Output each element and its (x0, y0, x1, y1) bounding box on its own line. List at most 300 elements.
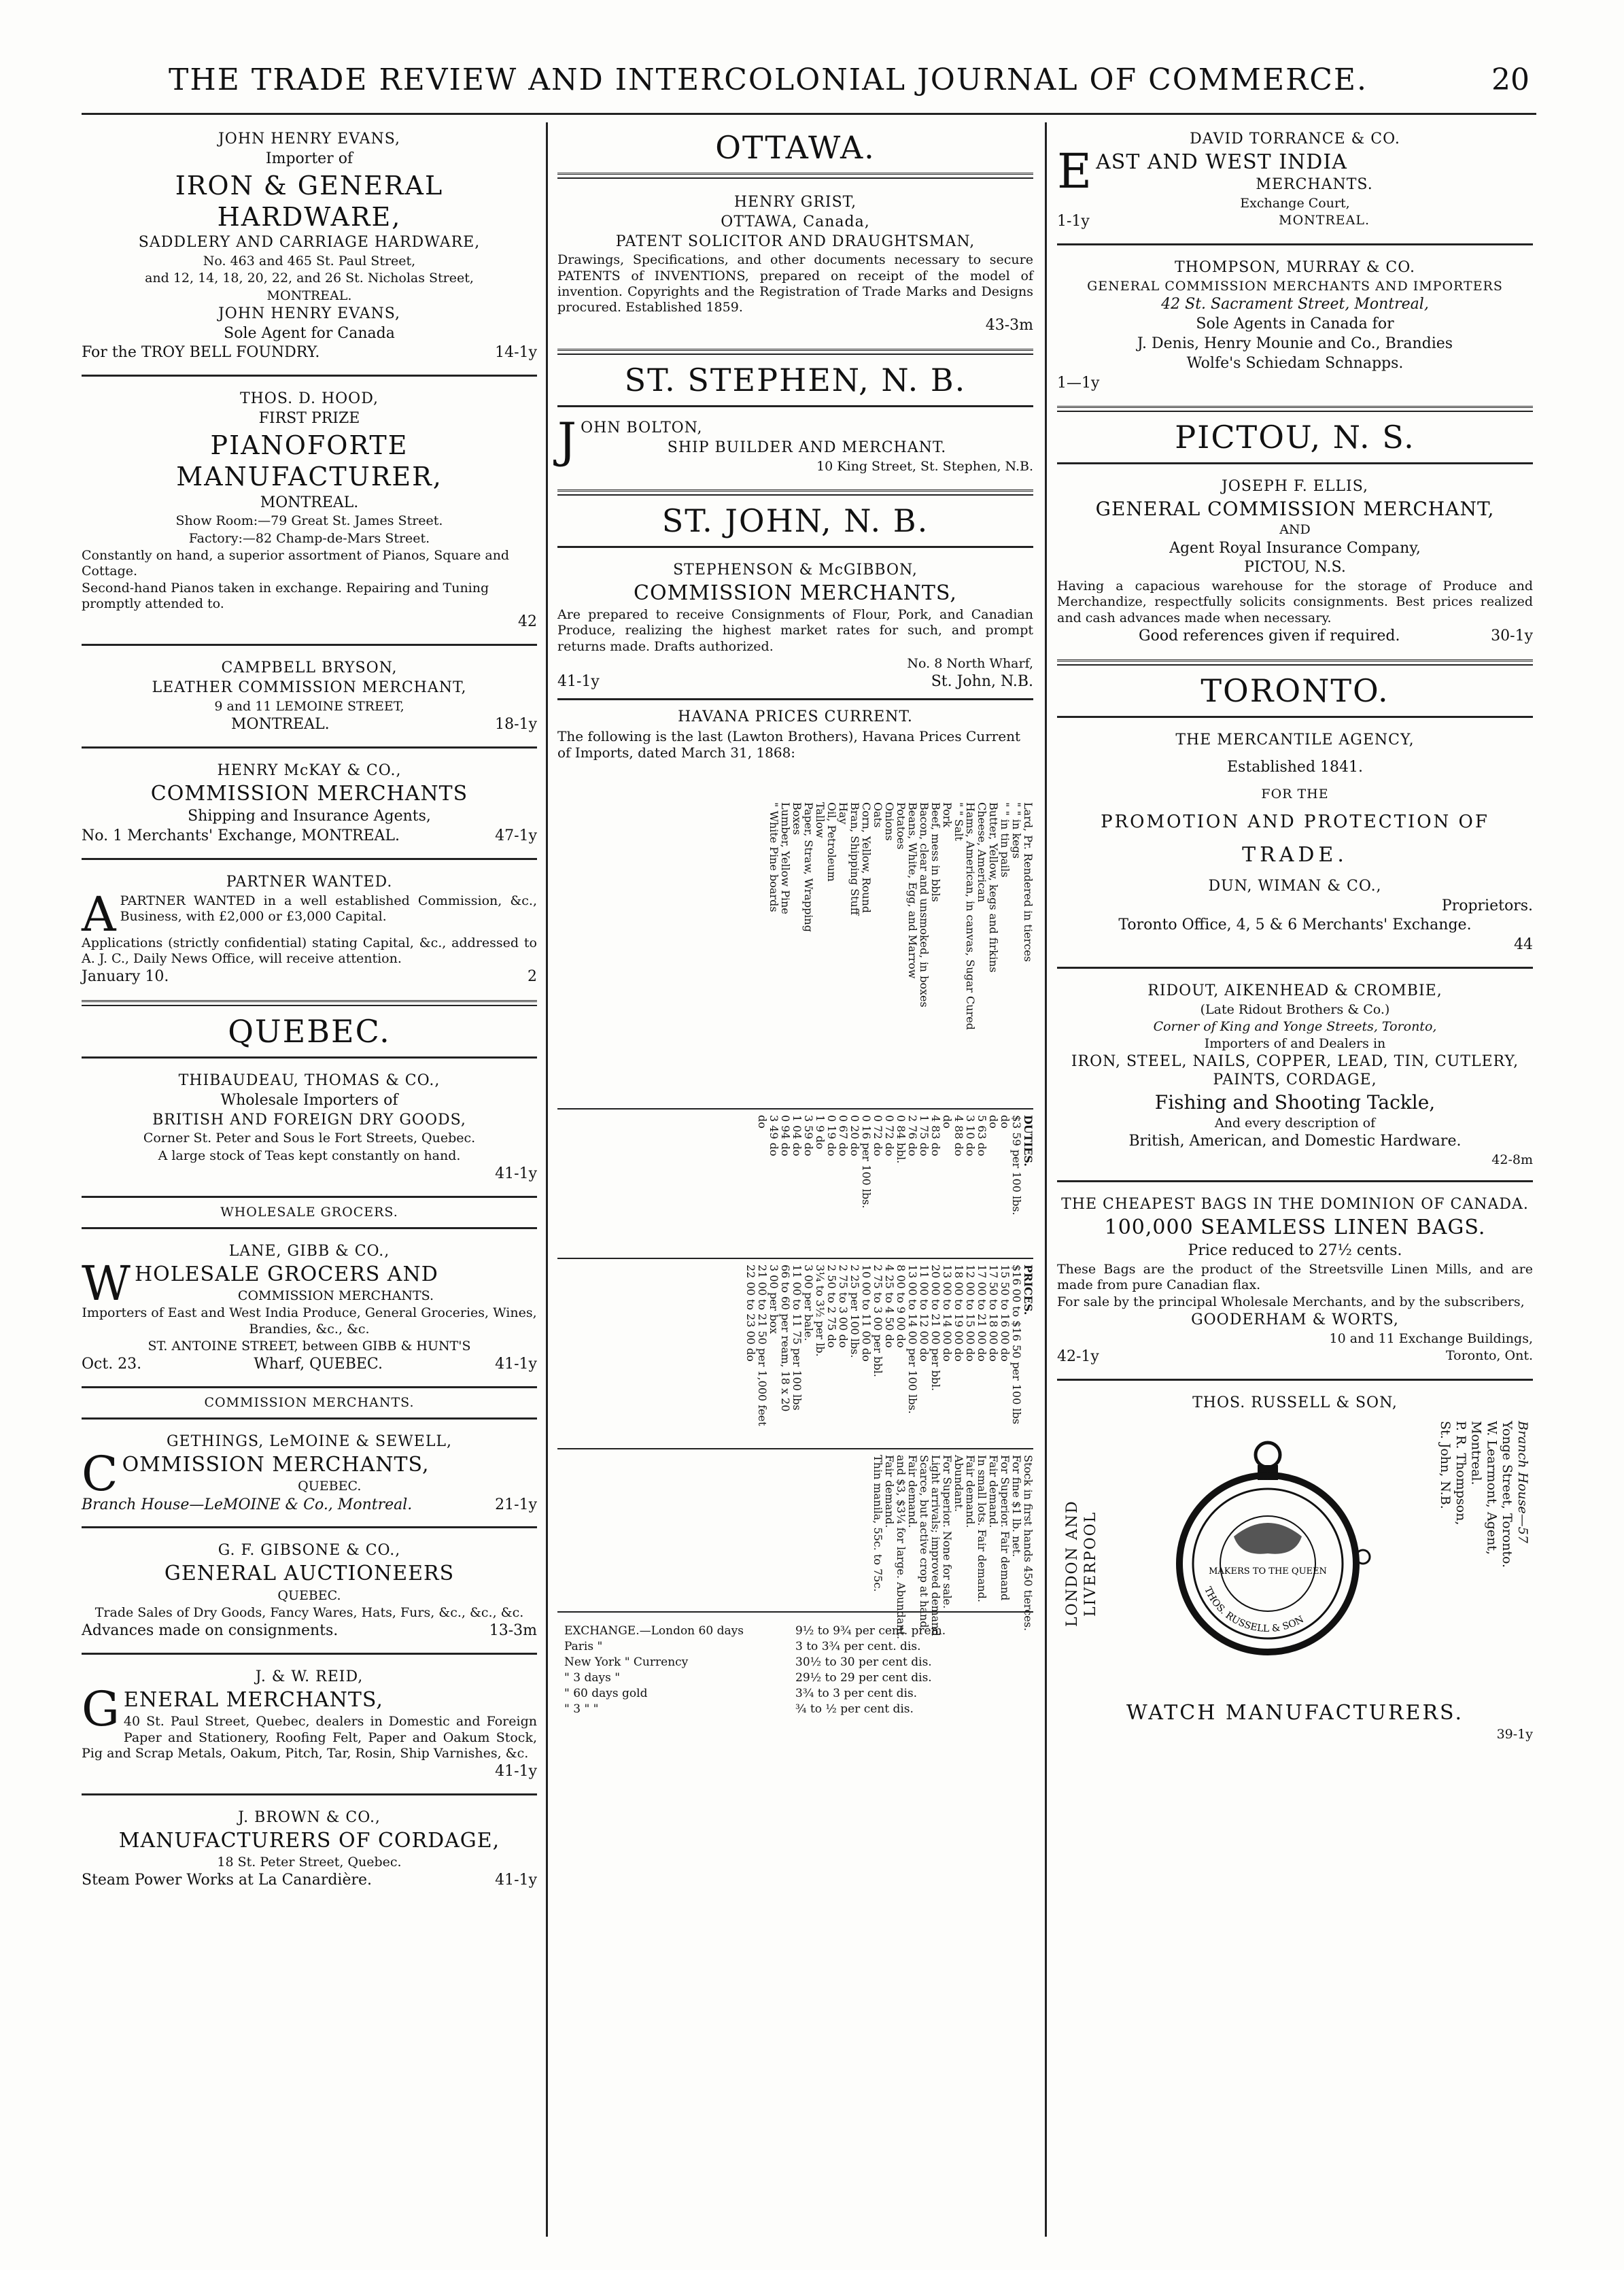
duty-value: 2 76 do (906, 1114, 919, 1156)
ad-mercantile-agency (1057, 723, 1533, 961)
ad-text: Wolfe's Schiedam Schnapps. (1186, 354, 1404, 372)
ad-code: 14-1y (495, 344, 537, 362)
ad-headline: WATCH MANUFACTURERS. (1126, 1700, 1464, 1725)
ad-headline: TRADE. (1242, 843, 1348, 867)
ad-headline: OMMISSION MERCHANTS, (122, 1452, 430, 1477)
ad-name: HENRY GRIST, (733, 194, 857, 211)
watch-side-text-right (1401, 1421, 1530, 1686)
ad-text: Toronto, Ont. (1445, 1348, 1533, 1364)
header-rule (82, 113, 1536, 115)
watch-illustration-area (1057, 1414, 1533, 1700)
exchange-rate: ¾ to ½ per cent dis. (795, 1702, 914, 1716)
exchange-rate: 3 to 3¾ per cent. dis. (795, 1639, 921, 1653)
ad-code: 1-1y (1057, 213, 1090, 230)
ad-bags (1057, 1188, 1533, 1373)
commodity-item: Oats (871, 802, 884, 828)
remark-value: Scarce, but active crop at hand. (918, 1454, 931, 1632)
duty-value: 1 9 do (814, 1114, 827, 1150)
divider (1057, 243, 1533, 245)
drop-cap: C (82, 1445, 118, 1502)
section-heading-commission: COMMISSION MERCHANTS. (204, 1394, 415, 1410)
ad-code: 43-3m (985, 317, 1033, 334)
price-value: 17 00 to 21 00 do (975, 1264, 988, 1362)
ad-text: Trade Sales of Dry Goods, Fancy Wares, Hats, Furs, &c., &c., &c. (94, 1604, 524, 1620)
watch-ring-text: THOS. RUSSELL & SON (1202, 1585, 1306, 1634)
ad-headline: IRON & GENERAL HARDWARE, (175, 170, 444, 233)
drop-cap: G (82, 1681, 120, 1737)
ad-text: Wholesale Importers of (220, 1091, 398, 1109)
commodity-item: Bacon, clear and unsmoked, in boxes (918, 802, 931, 1008)
commodity-item: Lumber, Yellow Pine (779, 802, 792, 914)
price-value: 2 25 per 100 lbs. (848, 1264, 861, 1358)
ad-text: 18 St. Peter Street, Quebec. (217, 1855, 402, 1870)
ad-text: (Late Ridout Brothers & Co.) (1200, 1001, 1390, 1017)
ad-text: MERCHANTS. (1256, 176, 1373, 194)
items-column (767, 802, 1033, 1030)
divider (557, 405, 1033, 407)
exchange-row (564, 1671, 1026, 1685)
ad-name: PARTNER WANTED. (226, 874, 393, 891)
ad-headline: PROMOTION AND PROTECTION OF (1101, 812, 1489, 833)
price-value: $16 00 to $16 50 per 100 lbs (1010, 1264, 1023, 1424)
divider (82, 1793, 537, 1795)
ad-text: For the TROY BELL FOUNDRY. (82, 344, 320, 362)
table-title: HAVANA PRICES CURRENT. (678, 708, 913, 725)
ad-headline: ENERAL MERCHANTS, (123, 1687, 383, 1712)
exchange-label: " 3 days " (564, 1670, 621, 1685)
ad-code: 41-1y (495, 1165, 537, 1182)
ad-text: St. John, N.B. (1438, 1420, 1453, 1509)
ad-gethings (82, 1425, 537, 1521)
ad-text: Applications (strictly confidential) stating Capital, &c., addressed to A. J. C., Daily News Office, will receive attention. (82, 935, 537, 966)
ad-headline: GENERAL COMMISSION MERCHANT, (1095, 498, 1495, 521)
exchange-row (564, 1640, 1026, 1653)
ad-headline: 100,000 SEAMLESS LINEN BAGS. (1104, 1216, 1486, 1240)
price-value: 8 00 to 9 00 do (895, 1264, 908, 1348)
divider (557, 546, 1033, 548)
ad-text: Sole Agents in Canada for (1196, 315, 1394, 333)
ad-text: PICTOU, N.S. (1244, 559, 1346, 577)
ad-code: 41-1y (495, 1762, 537, 1780)
price-value: 13 00 to 14 00 do (941, 1264, 954, 1362)
column-rule-2 (1045, 122, 1047, 2237)
ad-text: Having a capacious warehouse for the storage of Produce and Merchandize, respectfully solicits consignments. Best prices realized and cash advances made when necessary. (1057, 579, 1533, 625)
duty-value: 3 49 do (767, 1114, 780, 1156)
divider (82, 746, 537, 749)
ad-headline: HOLESALE GROCERS AND (134, 1262, 438, 1286)
divider (82, 1056, 537, 1059)
ad-text: Factory:—82 Champ-de-Mars Street. (188, 530, 430, 546)
ad-text: QUEBEC. (298, 1479, 362, 1494)
ad-name: THOS. D. HOOD, (239, 390, 379, 408)
ad-text: Montreal. (1468, 1420, 1484, 1485)
commodity-item: Lard, Pr. Rendered in tierces (1022, 802, 1035, 962)
drop-cap: J (557, 413, 577, 468)
price-value: 3¼ to 3½ per lb. (814, 1264, 827, 1357)
remark-value: Light arrivals; improved demand (929, 1454, 942, 1636)
ad-text: LEATHER COMMISSION MERCHANT, (152, 679, 467, 697)
duty-value: 5 63 do (975, 1114, 988, 1156)
duty-value: 1 75 do (918, 1114, 931, 1156)
ad-text: Exchange Court, (1240, 196, 1350, 211)
price-value: 2 75 to 3 00 do (837, 1264, 850, 1348)
ad-text: 10 and 11 Exchange Buildings, (1329, 1330, 1533, 1346)
ad-text: No. 463 and 465 St. Paul Street, (203, 254, 416, 269)
price-value: 3 00 per bale. (802, 1264, 815, 1341)
divider (82, 1196, 537, 1198)
ad-text: IRON, STEEL, NAILS, COPPER, LEAD, TIN, CUTLERY, PAINTS, CORDAGE, (1071, 1053, 1519, 1089)
ad-text: MONTREAL. (231, 716, 330, 734)
ad-text: Corner of King and Yonge Streets, Toronto, (1153, 1019, 1437, 1034)
duty-value: 0 84 bbl. (895, 1114, 908, 1164)
ad-text: Yonge Street, Toronto. (1500, 1420, 1515, 1568)
commodity-item: Corn, Yellow, Round (860, 802, 873, 913)
divider (82, 1526, 537, 1528)
commodity-item: Beef, mess in bbls (929, 802, 942, 902)
ad-headline: AST AND WEST INDIA (1096, 150, 1347, 174)
ad-ellis (1057, 470, 1533, 652)
watch-side-text-left: LONDON AND LIVERPOOL (1064, 1500, 1099, 1628)
commodity-item: Hay (837, 802, 850, 825)
ad-text: SADDLERY AND CARRIAGE HARDWARE, (138, 234, 481, 252)
ad-headline: PIANOFORTE MANUFACTURER, (176, 430, 443, 492)
ad-text: GENERAL COMMISSION MERCHANTS AND IMPORTERS (1087, 279, 1503, 294)
commodity-item: Bran, Shipping Stuff (848, 802, 861, 915)
commodity-item: " " in kegs (1010, 802, 1023, 859)
ad-code: 1—1y (1057, 374, 1100, 392)
duty-value: 0 72 do (883, 1114, 896, 1156)
commodity-item: Potatoes (895, 802, 908, 850)
ad-text: Wharf, QUEBEC. (254, 1355, 383, 1373)
divider (82, 644, 537, 646)
commodity-item: " " in tin pails (999, 802, 1012, 878)
ad-text: P. R. Thompson, (1453, 1420, 1468, 1526)
page-header (88, 63, 1530, 110)
ad-thompson (1057, 251, 1533, 399)
commodity-item: Onions (883, 802, 896, 841)
exchange-row (564, 1655, 1026, 1669)
drop-cap: W (82, 1255, 131, 1311)
price-value: 21 00 to 21 50 per 1,000 feet (756, 1264, 769, 1426)
ad-code: 47-1y (495, 827, 537, 845)
havana-prices-table (557, 698, 1035, 1716)
page-number: 20 (1491, 63, 1530, 97)
price-value: 13 00 to 14 00 per 100 lbs. (906, 1264, 919, 1414)
remark-value: For fine $1 lb. net. (1010, 1454, 1023, 1558)
ad-text: Constantly on hand, a superior assortment of Pianos, Square and Cottage. (82, 547, 510, 579)
duties-column (756, 1115, 1033, 1216)
section-heading-st-john: ST. JOHN, N. B. (661, 502, 929, 539)
divider (557, 1258, 1033, 1259)
ad-name: J. BROWN & CO., (238, 1808, 381, 1826)
ad-text: Shipping and Insurance Agents, (188, 808, 431, 825)
ad-code: 42-1y (1057, 1348, 1099, 1366)
ad-text: SHIP BUILDER AND MERCHANT. (667, 438, 947, 456)
ad-text: 10 King Street, St. Stephen, N.B. (816, 458, 1033, 474)
column-header: PRICES. (1022, 1264, 1035, 1315)
ad-text: COMMISSION MERCHANTS. (237, 1288, 434, 1304)
ad-text: Branch House—57 (1515, 1420, 1530, 1543)
remark-value: Fair demand. (987, 1454, 1000, 1528)
divider (82, 1653, 537, 1655)
ad-code: 18-1y (495, 716, 537, 734)
section-heading-grocers: WHOLESALE GROCERS. (220, 1204, 398, 1220)
exchange-row (564, 1687, 1026, 1700)
exchange-label: " 60 days gold (564, 1686, 648, 1700)
ad-code: 44 (1514, 936, 1533, 954)
duty-value: 3 10 do (964, 1114, 977, 1156)
ad-text: Branch House—LeMOINE & Co., Montreal. (82, 1496, 413, 1513)
ad-headline: COMMISSION MERCHANTS (150, 781, 468, 806)
ad-text: Steam Power Works at La Canardière. (82, 1872, 373, 1889)
ad-text: Good references given if required. (1139, 627, 1400, 644)
ad-text: BRITISH AND FOREIGN DRY GOODS, (152, 1111, 466, 1129)
ad-text: No. 8 North Wharf, (907, 655, 1033, 671)
exchange-label: New York " Currency (564, 1655, 689, 1669)
page-title: THE TRADE REVIEW AND INTERCOLONIAL JOURNAL OF COMMERCE. (169, 63, 1368, 97)
duty-value: 0 94 do (779, 1114, 792, 1156)
ad-text: W. Learmont, Agent, (1484, 1420, 1500, 1555)
divider (557, 489, 1033, 496)
exchange-rates (564, 1622, 1026, 1718)
ad-text: Importers of and Dealers in (1204, 1036, 1386, 1052)
divider (557, 1108, 1033, 1110)
ad-name: LANE, GIBB & CO., (228, 1242, 390, 1260)
ad-text: QUEBEC. (277, 1587, 341, 1603)
divider (82, 1000, 537, 1006)
ad-code: 13-3m (489, 1622, 537, 1640)
ad-gibsone (82, 1534, 537, 1647)
exchange-rate: 30½ to 30 per cent dis. (795, 1655, 932, 1669)
table-intro: The following is the last (Lawton Brothers), Havana Prices Current of Imports, dated March 31, 1868: (557, 727, 1021, 761)
commodity-item: Paper, Straw, Wrapping (802, 802, 815, 932)
price-value: 10 00 to 11 00 do (860, 1264, 873, 1362)
ad-code: 39-1y (1496, 1727, 1533, 1742)
duty-value: do (941, 1114, 954, 1129)
divider (1057, 659, 1533, 666)
ad-text: British, American, and Domestic Hardware. (1128, 1133, 1462, 1150)
price-value: 66 to 60 per ream, 18 x 20 (779, 1264, 792, 1412)
commodity-item: Cheese, American (975, 802, 988, 902)
divider (82, 1227, 537, 1229)
price-value: 12 00 to 15 00 do (964, 1264, 977, 1362)
section-heading-st-stephen: ST. STEPHEN, N. B. (624, 362, 967, 398)
ad-name: STEPHENSON & McGIBBON, (673, 561, 918, 579)
divider (557, 349, 1033, 355)
ad-text: No. 1 Merchants' Exchange, MONTREAL. (82, 827, 400, 845)
duty-value: do (999, 1114, 1012, 1129)
ad-thibaudeau (82, 1064, 537, 1190)
divider (557, 173, 1033, 179)
ad-partner (82, 865, 537, 993)
remark-value: In small lots. Fair demand. (975, 1454, 988, 1602)
ad-date: Oct. 23. (82, 1355, 142, 1373)
price-value: 2 75 to 3 00 per bbl. (871, 1264, 884, 1377)
ad-code: 42-8m (1491, 1152, 1533, 1168)
duty-value: 3 59 do (802, 1114, 815, 1156)
ad-brown (82, 1801, 537, 1897)
ad-hood (82, 382, 537, 638)
ad-russell (1057, 1386, 1533, 1750)
ad-text: These Bags are the product of the Streetsville Linen Mills, and are made from pure Canadian flax. (1057, 1261, 1533, 1292)
ad-name: DUN, WIMAN & CO., (1208, 877, 1382, 895)
commodity-item: Oil, Petroleum (825, 802, 838, 882)
ad-text: For sale by the principal Wholesale Merchants, and by the subscribers, (1057, 1294, 1525, 1309)
ad-text: Are prepared to receive Consignments of Flour, Pork, and Canadian Produce, realizing the highest market rates for such, and prompt returns made. Drafts authorized. (557, 607, 1033, 654)
column-middle (557, 122, 1033, 2256)
ad-text: Importer of (265, 150, 353, 167)
remark-value: For Superior. None for sale. (941, 1454, 954, 1609)
ad-text: 42 St. Sacrament Street, Montreal, (1161, 296, 1429, 313)
exchange-label: Paris " (564, 1639, 603, 1653)
ad-text: Advances made on consignments. (82, 1622, 339, 1640)
ad-name: G. F. GIBSONE & CO., (218, 1542, 401, 1560)
ad-name: J. & W. REID, (255, 1668, 364, 1685)
ad-name: JOSEPH F. ELLIS, (1221, 478, 1369, 496)
ad-text: A large stock of Teas kept constantly on hand. (158, 1148, 461, 1163)
drop-cap: E (1057, 143, 1092, 199)
divider (557, 1448, 1033, 1449)
ad-text: St. John, N.B. (931, 672, 1033, 690)
ad-name: CAMPBELL BRYSON, (221, 659, 398, 677)
exchange-rate: 3¾ to 3 per cent dis. (795, 1686, 918, 1700)
ad-name: HENRY McKAY & CO., (217, 761, 402, 779)
ad-name: GETHINGS, LeMOINE & SEWELL, (166, 1432, 453, 1450)
ad-name: THOS. RUSSELL & SON, (1192, 1394, 1398, 1411)
ad-text: FIRST PRIZE (258, 410, 360, 428)
commodity-item: " " Salt (952, 802, 965, 841)
ad-name: THE MERCANTILE AGENCY, (1175, 731, 1415, 749)
ad-date: January 10. (82, 968, 169, 986)
column-header: DUTIES. (1022, 1114, 1035, 1167)
price-value: 17 50 to 18 00 do (987, 1264, 1000, 1362)
duty-value: 0 19 do (825, 1114, 838, 1156)
ad-bryson (82, 651, 537, 741)
ad-text: Sole Agent for Canada (224, 324, 395, 342)
ad-headline: GENERAL AUCTIONEERS (164, 1562, 455, 1586)
ad-reid (82, 1660, 537, 1788)
ad-text: Established 1841. (1227, 759, 1363, 776)
ad-text: PARTNER WANTED in a well established Commission, &c., Business, with £2,000 or £3,000 Capital. (120, 893, 537, 924)
ad-bolton (557, 413, 1033, 483)
ad-grist (557, 186, 1033, 342)
commodity-item: Pork (941, 802, 954, 827)
divider (82, 1386, 537, 1388)
ad-code: 30-1y (1491, 627, 1533, 644)
ad-text: Importers of East and West India Produce, General Groceries, Wines, Brandies, &c., &c. (82, 1305, 537, 1337)
pocket-watch-icon (1159, 1428, 1377, 1672)
remark-value: For Superior. Fair demand (999, 1454, 1012, 1601)
ad-text: Show Room:—79 Great St. James Street. (175, 513, 443, 529)
ad-text: 9 and 11 LEMOINE STREET, (214, 698, 404, 714)
commodity-item: " White Pine boards (767, 802, 780, 912)
price-value: 11 00 to 11 75 per 100 lbs (791, 1264, 804, 1411)
divider (1057, 406, 1533, 412)
ad-code: 21-1y (495, 1496, 537, 1513)
exchange-label: " 3 " " (564, 1702, 599, 1716)
section-heading-toronto: TORONTO. (1200, 672, 1389, 709)
drop-cap: A (82, 886, 116, 942)
duty-value: 0 16 per 100 lbs. (860, 1114, 873, 1209)
price-value: 4 25 to 4 50 do (883, 1264, 896, 1348)
ad-lane (82, 1235, 537, 1381)
column-right (1057, 122, 1533, 2256)
duty-value: 0 20 do (848, 1114, 861, 1156)
divider (1057, 1379, 1533, 1381)
ad-text: OTTAWA, Canada, (721, 213, 870, 230)
ad-text: MONTREAL. (1279, 213, 1370, 228)
price-value: 2 50 to 2 75 do (825, 1264, 838, 1348)
ad-name: RIDOUT, AIKENHEAD & CROMBIE, (1147, 982, 1442, 999)
divider (557, 1611, 1033, 1613)
ad-code: 41-1y (495, 1355, 537, 1373)
section-heading-quebec: QUEBEC. (228, 1013, 391, 1050)
ad-name: JOHN HENRY EVANS, (218, 131, 401, 148)
divider (82, 858, 537, 860)
ad-text: And every description of (1214, 1116, 1376, 1131)
divider (1057, 967, 1533, 969)
column-rule-1 (546, 122, 548, 2237)
remark-value: and $3, $3¼ for large. Abundant. (895, 1454, 908, 1639)
exchange-label: EXCHANGE.—London 60 days (564, 1623, 744, 1638)
ad-name: JOHN HENRY EVANS, (218, 305, 401, 322)
remark-value: Abundant. (952, 1454, 965, 1512)
divider (1057, 1180, 1533, 1182)
price-value: 18 00 to 19 00 do (952, 1264, 965, 1362)
duty-value: do (987, 1114, 1000, 1129)
ad-code: 42 (518, 613, 537, 631)
price-value: 11 00 to 12 00 do (918, 1264, 931, 1362)
ad-headline: Fishing and Shooting Tackle, (1154, 1091, 1436, 1114)
ad-text: and 12, 14, 18, 20, 22, and 26 St. Nicholas Street, (145, 271, 474, 286)
ad-text: J. Denis, Henry Mounie and Co., Brandies (1137, 334, 1453, 352)
commodity-item: Boxes (791, 802, 804, 835)
ad-name: DAVID TORRANCE & CO. (1190, 131, 1400, 148)
ad-code: 41-1y (557, 672, 600, 690)
remark-value: Fair demand. (906, 1454, 919, 1528)
ad-text: MONTREAL. (260, 494, 359, 511)
ad-text: AND (1279, 522, 1311, 538)
ad-text: Corner St. Peter and Sous le Fort Streets, Quebec. (143, 1131, 476, 1146)
exchange-rate: 9½ to 9¾ per cent. prem. (795, 1623, 946, 1638)
ad-text: MONTREAL. (266, 288, 352, 303)
duty-value: $3 59 per 100 lbs. (1010, 1114, 1023, 1216)
exchange-row (564, 1702, 1026, 1716)
exchange-rate: 29½ to 29 per cent dis. (795, 1670, 932, 1685)
section-heading-pictou: PICTOU, N. S. (1175, 419, 1415, 456)
remark-value: Stock in first hands 450 tierces. (1022, 1454, 1035, 1631)
commodity-item: Tallow (814, 802, 827, 838)
commodity-item: Beans, White, Egg, and Marrow (906, 802, 919, 979)
ad-text: Proprietors. (1441, 897, 1533, 914)
ad-text: Agent Royal Insurance Company, (1169, 539, 1421, 557)
ad-name: THE CHEAPEST BAGS IN THE DOMINION OF CANADA. (1061, 1196, 1529, 1214)
ad-text: ST. ANTOINE STREET, between GIBB & HUNT'S (148, 1338, 471, 1354)
ad-evans (82, 122, 537, 369)
ad-text: 40 St. Paul Street, Quebec, dealers in Domestic and Foreign Paper and Stationery, Roofing Felt, Paper and Oakum Stock, Pig and Scrap Metals, Oakum, Pitch, Tar, Rosin, Ship Varnishes, &c. (82, 1714, 537, 1761)
divider (1057, 462, 1533, 464)
ad-text: Price reduced to 27½ cents. (1188, 1241, 1402, 1259)
ad-mckay (82, 754, 537, 853)
remark-value: Thin manila, 55c. to 75c. (871, 1454, 884, 1592)
ad-torrance (1057, 122, 1533, 238)
section-heading-ottawa: OTTAWA. (715, 129, 876, 166)
watch-text: MAKERS TO THE QUEEN (1209, 1566, 1327, 1577)
duty-value: 4 83 do (929, 1114, 942, 1156)
remark-value: Fair demand. (964, 1454, 977, 1528)
divider (82, 375, 537, 377)
duty-value: 4 88 do (952, 1114, 965, 1156)
